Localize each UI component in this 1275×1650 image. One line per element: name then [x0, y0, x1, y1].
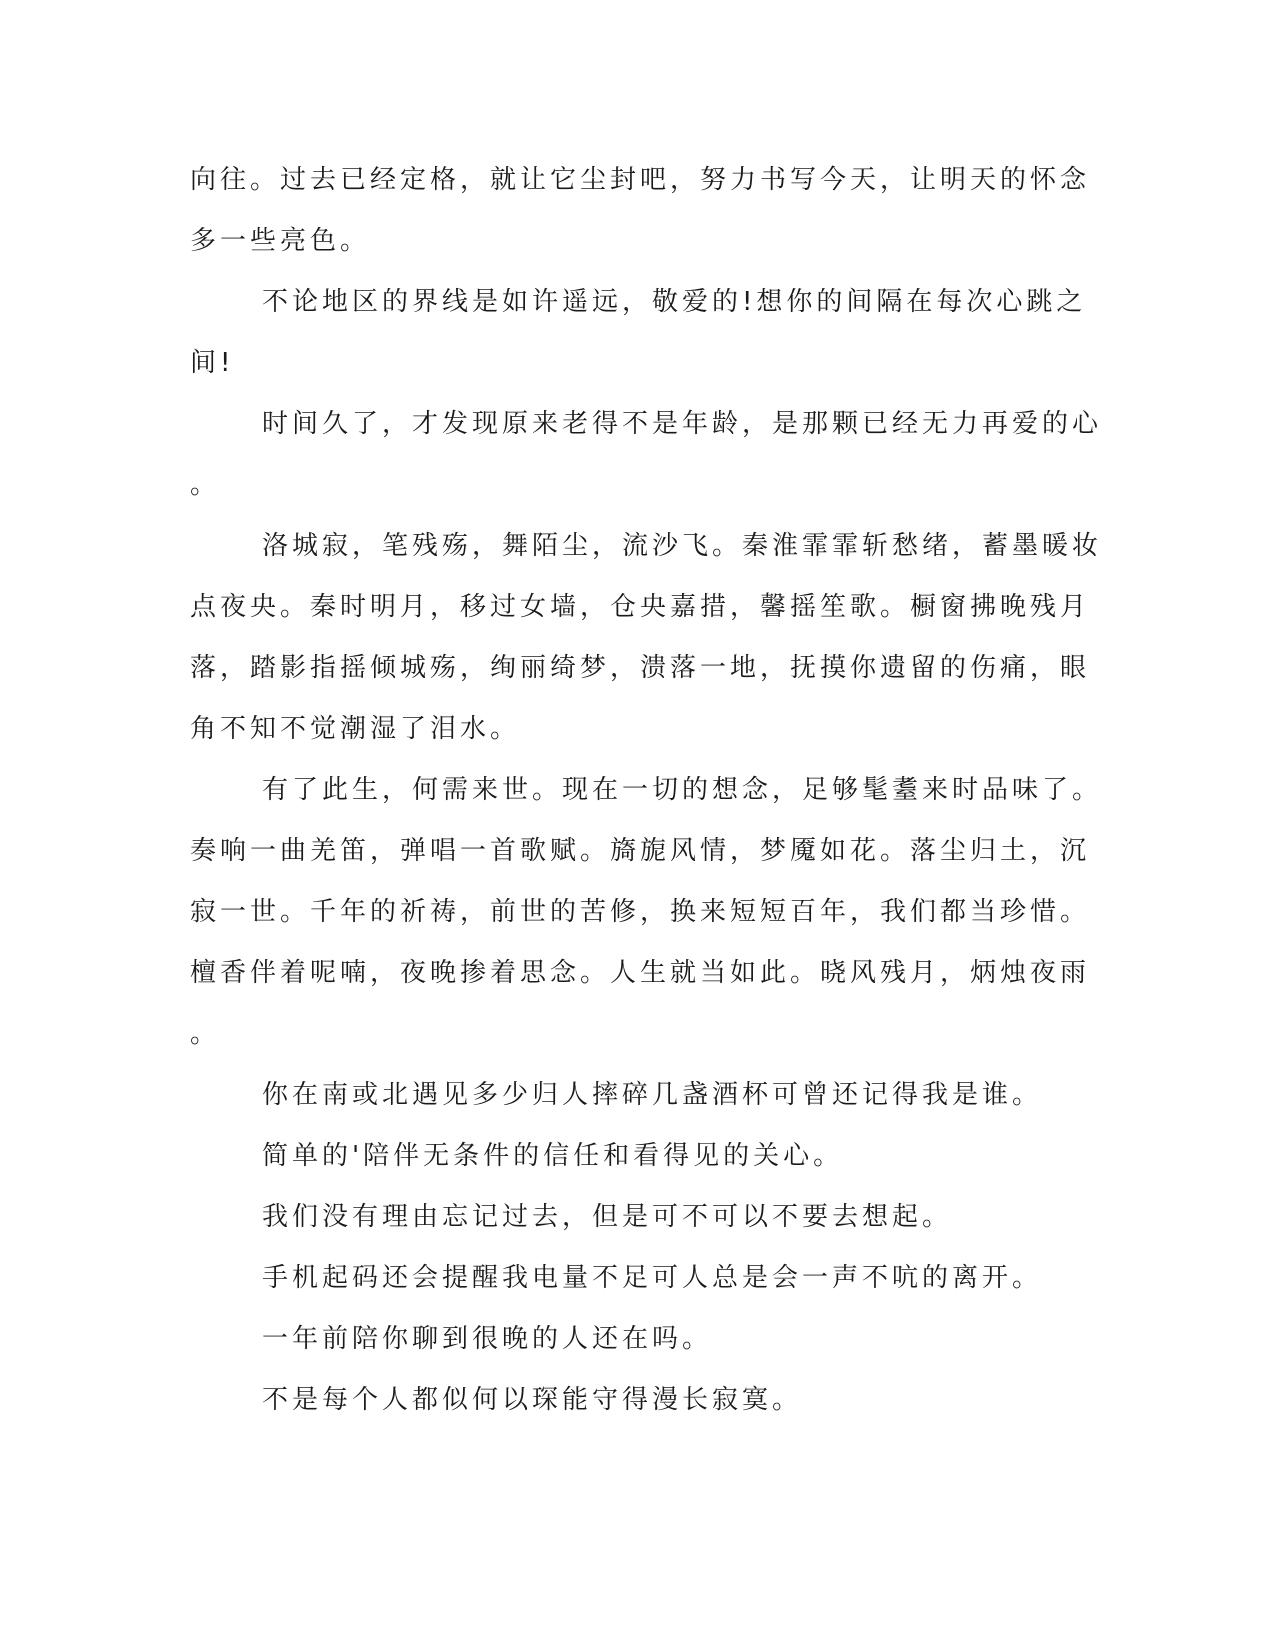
- paragraph-start-line: 有了此生，何需来世。现在一切的想念，足够髦耋来时品味了。: [262, 775, 1103, 805]
- text-line: 。: [190, 470, 221, 500]
- text-line: 寂一世。千年的祈祷，前世的苦修，换来短短百年，我们都当珍惜。: [190, 897, 1091, 927]
- paragraph-start-line: 简单的'陪伴无条件的信任和看得见的关心。: [262, 1141, 844, 1171]
- paragraph-start-line: 时间久了，才发现原来老得不是年龄，是那颗已经无力再爱的心: [262, 409, 1103, 439]
- paragraph-start-line: 你在南或北遇见多少归人摔碎几盏酒杯可曾还记得我是谁。: [262, 1080, 1043, 1110]
- paragraph-start-line: 我们没有理由忘记过去，但是可不可以不要去想起。: [262, 1202, 953, 1232]
- text-line: 奏响一曲羌笛，弹唱一首歌赋。旖旎风情，梦魇如花。落尘归土，沉: [190, 836, 1091, 866]
- text-line: 点夜央。秦时明月，移过女墙，仓央嘉措，馨摇笙歌。橱窗拂晚残月: [190, 592, 1091, 622]
- paragraph-start-line: 手机起码还会提醒我电量不足可人总是会一声不吭的离开。: [262, 1263, 1043, 1293]
- paragraph-start-line: 一年前陪你聊到很晚的人还在吗。: [262, 1324, 713, 1354]
- text-line: 间!: [190, 348, 235, 378]
- paragraph-start-line: 不论地区的界线是如许遥远，敬爱的!想你的间隔在每次心跳之: [262, 287, 1087, 317]
- paragraph-start-line: 洛城寂，笔残殇，舞陌尘，流沙飞。秦淮霏霏斩愁绪，蓄墨暖妆: [262, 531, 1103, 561]
- text-line: 落，踏影指摇倾城殇，绚丽绮梦，溃落一地，抚摸你遗留的伤痛，眼: [190, 653, 1091, 683]
- text-line: 檀香伴着呢喃，夜晚掺着思念。人生就当如此。晓风残月，炳烛夜雨: [190, 958, 1091, 988]
- text-line: 多一些亮色。: [190, 226, 371, 256]
- text-line: 。: [190, 1019, 221, 1049]
- document-body: [190, 150, 1103, 1431]
- text-line: 角不知不觉潮湿了泪水。: [190, 714, 521, 744]
- paragraph-start-line: 不是每个人都似何以琛能守得漫长寂寞。: [262, 1385, 803, 1415]
- text-line: 向往。过去已经定格，就让它尘封吧，努力书写今天，让明天的怀念: [190, 165, 1091, 195]
